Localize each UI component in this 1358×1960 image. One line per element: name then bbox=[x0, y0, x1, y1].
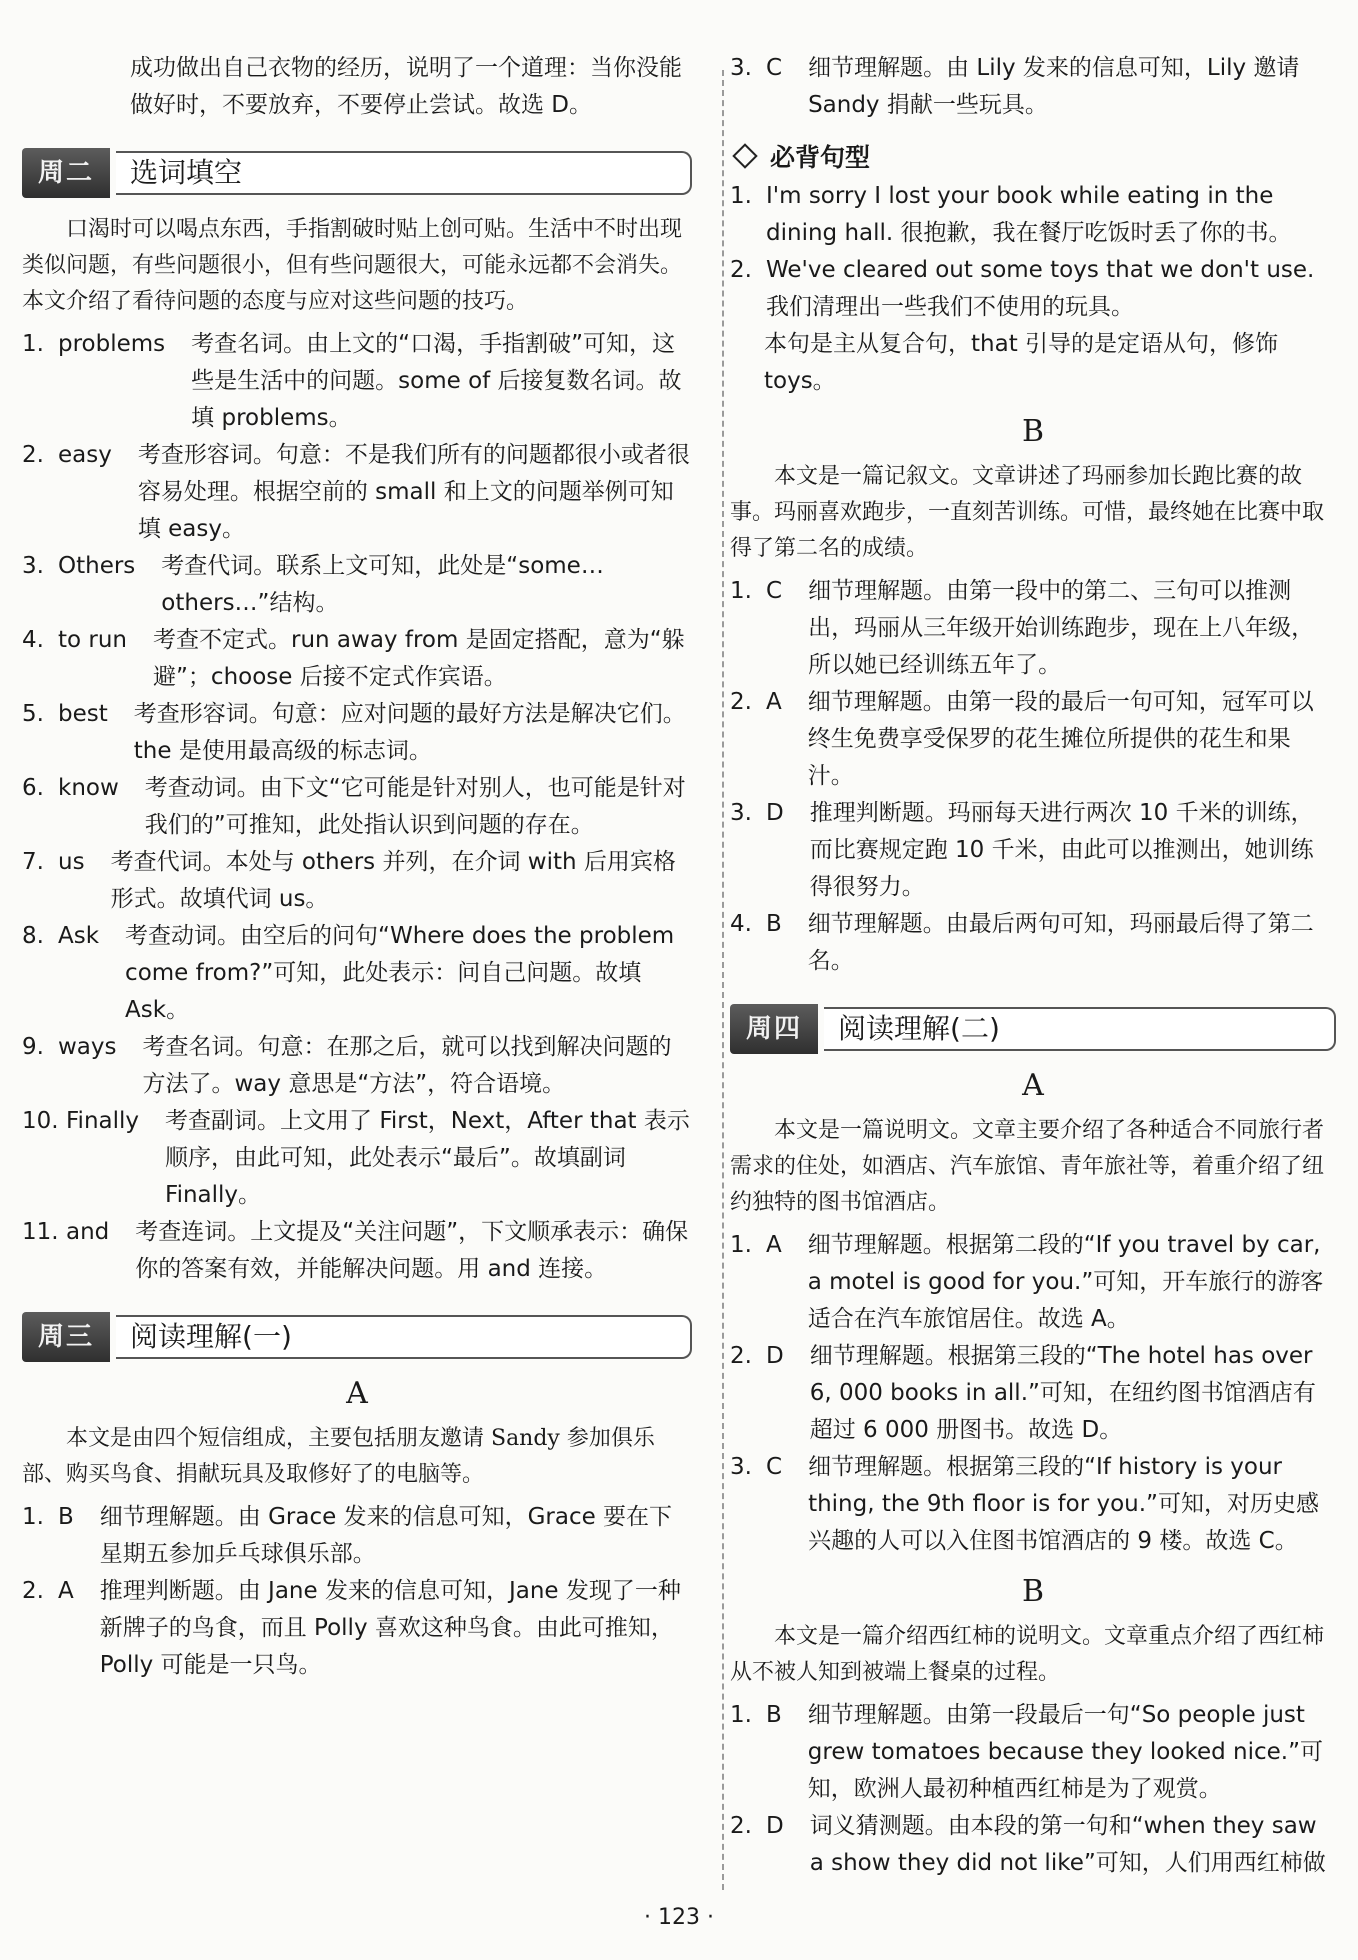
item-explanation: We've cleared out some toys that we don't use. 我们清理出一些我们不使用的玩具。 bbox=[766, 257, 1315, 320]
item-explanation: 考查代词。联系上文可知，此处是“some…others…”结构。 bbox=[161, 553, 604, 616]
answer-item bbox=[22, 548, 692, 622]
item-number: 2. bbox=[730, 1813, 752, 1839]
item-explanation: 考查名词。由上文的“口渴，手指割破”可知，这些是生活中的问题。some of 后接复数名词。故填 problems。 bbox=[191, 331, 682, 431]
item-answer: easy bbox=[58, 442, 112, 468]
passage-summary: 本文是一篇介绍西红柿的说明文。文章重点介绍了西红柿从不被人知到被端上餐桌的过程。 bbox=[730, 1624, 1325, 1685]
section-title: 选词填空 bbox=[116, 151, 692, 195]
section-tag: 周三 bbox=[22, 1312, 110, 1362]
item-explanation: 细节理解题。根据第二段的“If you travel by car, a motel is good for you.”可知，开车旅行的游客适合在汽车旅馆居住。故选 A。 bbox=[807, 1232, 1324, 1332]
answer-item bbox=[22, 1214, 692, 1288]
item-number: 4. bbox=[730, 911, 752, 937]
item-number: 3. bbox=[730, 800, 752, 826]
answer-item bbox=[730, 573, 1336, 684]
answer-list bbox=[22, 1499, 692, 1684]
item-explanation: 细节理解题。由 Grace 发来的信息可知，Grace 要在下星期五参加乒乓球俱乐部。 bbox=[99, 1504, 673, 1567]
passage-summary: 本文是一篇说明文。文章主要介绍了各种适合不同旅行者需求的住处，如酒店、汽车旅馆、青年旅社等，着重介绍了纽约独特的图书馆酒店。 bbox=[730, 1118, 1325, 1215]
section-tag: 周二 bbox=[22, 148, 110, 198]
answer-item bbox=[730, 252, 1336, 326]
item-explanation: 考查副词。上文用了 First，Next，After that 表示顺序，由此可知，此处表示“最后”。故填副词 Finally。 bbox=[165, 1108, 690, 1208]
passage-summary: 本文是由四个短信组成，主要包括朋友邀请 Sandy 参加俱乐部、购买鸟食、捐献玩具及取修好了的电脑等。 bbox=[22, 1426, 655, 1487]
item-explanation: 考查不定式。run away from 是固定搭配，意为“躲避”；choose 后接不定式作宾语。 bbox=[153, 627, 685, 690]
item-number: 3. bbox=[730, 1454, 752, 1480]
item-number: 5. bbox=[22, 701, 44, 727]
answer-item bbox=[22, 1103, 692, 1214]
item-explanation: 考查动词。由下文“它可能是针对别人，也可能是针对我们的”可推知，此处指认识到问题的存在。 bbox=[144, 775, 686, 838]
item-explanation: 词义猜测题。由本段的第一句和“when they saw a show they did not like”可知，人们用西红柿做 bbox=[809, 1813, 1326, 1876]
answer-list bbox=[22, 326, 692, 1288]
answer-list bbox=[730, 50, 1336, 124]
item-number: 2. bbox=[730, 689, 752, 715]
item-answer: Ask bbox=[58, 923, 100, 949]
item-number: 1. bbox=[22, 331, 44, 357]
item-answer: Finally bbox=[66, 1108, 140, 1134]
left-column bbox=[22, 50, 692, 1684]
item-number: 2. bbox=[22, 442, 44, 468]
item-answer: A bbox=[766, 1232, 782, 1258]
item-explanation: 细节理解题。由第一段中的第二、三句可以推测出，玛丽从三年级开始训练跑步，现在上八年级，所以她已经训练五年了。 bbox=[808, 578, 1315, 678]
answer-item bbox=[730, 795, 1336, 906]
item-explanation: 细节理解题。由最后两句可知，玛丽最后得了第二名。 bbox=[807, 911, 1314, 974]
item-answer: D bbox=[766, 1343, 784, 1369]
item-number: 1. bbox=[730, 1232, 752, 1258]
answer-item bbox=[22, 326, 692, 437]
answer-item bbox=[22, 1029, 692, 1103]
item-answer: know bbox=[58, 775, 119, 801]
answer-list bbox=[730, 1697, 1336, 1882]
item-number: 11. bbox=[22, 1219, 59, 1245]
section-tag: 周四 bbox=[730, 1004, 818, 1054]
answer-item bbox=[730, 1227, 1336, 1338]
item-answer: C bbox=[766, 578, 783, 604]
item-answer: and bbox=[66, 1219, 110, 1245]
answer-item bbox=[22, 1499, 692, 1573]
must-recite-heading bbox=[730, 138, 1336, 174]
item-answer: best bbox=[58, 701, 108, 727]
item-explanation: 考查名词。句意：在那之后，就可以找到解决问题的方法了。way 意思是“方法”，符合语境。 bbox=[142, 1034, 672, 1097]
item-answer: Others bbox=[58, 553, 136, 579]
answer-item bbox=[22, 844, 692, 918]
item-answer: D bbox=[766, 800, 784, 826]
item-number: 6. bbox=[22, 775, 44, 801]
item-explanation: 细节理解题。根据第三段的“The hotel has over 6, 000 books in all.”可知，在纽约图书馆酒店有超过 6 000 册图书。故选 D。 bbox=[809, 1343, 1316, 1443]
item-number: 1. bbox=[730, 1702, 752, 1728]
answer-item bbox=[730, 50, 1336, 124]
item-number: 1. bbox=[22, 1504, 44, 1530]
item-explanation: 考查连词。上文提及“关注问题”，下文顺承表示：确保你的答案有效，并能解决问题。用 and 连接。 bbox=[135, 1219, 689, 1282]
answer-item bbox=[22, 918, 692, 1029]
section-wednesday-header bbox=[22, 1312, 692, 1362]
answer-item bbox=[730, 906, 1336, 980]
item-answer: C bbox=[766, 55, 783, 81]
answer-item bbox=[730, 178, 1336, 252]
section-tuesday-header bbox=[22, 148, 692, 198]
passage-letter: A bbox=[1022, 1068, 1044, 1103]
item-number: 4. bbox=[22, 627, 44, 653]
item-explanation: 细节理解题。由第一段最后一句“So people just grew tomatoes because they looked nice.”可知，欧洲人最初种植西红柿是为了观赏。 bbox=[807, 1702, 1323, 1802]
item-explanation: 推理判断题。由 Jane 发来的信息可知，Jane 发现了一种新牌子的鸟食，而且 Polly 喜欢这种鸟食。由此可推知，Polly 可能是一只鸟。 bbox=[99, 1578, 681, 1678]
section-title: 阅读理解(二) bbox=[824, 1007, 1336, 1051]
section-thursday-header bbox=[730, 1004, 1336, 1054]
passage-letter: B bbox=[1021, 1574, 1045, 1609]
item-answer: A bbox=[58, 1578, 74, 1604]
sentence-list bbox=[730, 178, 1336, 326]
item-answer: to run bbox=[58, 627, 128, 653]
item-answer: C bbox=[766, 1454, 783, 1480]
answer-item bbox=[22, 770, 692, 844]
item-number: 3. bbox=[730, 55, 752, 81]
item-explanation: 考查代词。本处与 others 并列，在介词 with 后用宾格形式。故填代词 us。 bbox=[110, 849, 676, 912]
item-explanation: 考查形容词。句意：不是我们所有的问题都很小或者很容易处理。根据空前的 small 和上文的问题举例可知填 easy。 bbox=[137, 442, 690, 542]
answer-list bbox=[730, 1227, 1336, 1560]
item-number: 2. bbox=[730, 1343, 752, 1369]
item-number: 2. bbox=[730, 257, 752, 283]
answer-item bbox=[22, 622, 692, 696]
item-number: 9. bbox=[22, 1034, 44, 1060]
item-explanation: 细节理解题。根据第三段的“If history is your thing, the 9th floor is for you.”可知，对历史感兴趣的人可以入住图书馆酒店的 9 楼。故选 C。 bbox=[808, 1454, 1319, 1554]
answer-item bbox=[22, 696, 692, 770]
item-explanation: 细节理解题。由 Lily 发来的信息可知，Lily 邀请 Sandy 捐献一些玩具。 bbox=[808, 55, 1300, 118]
answer-item bbox=[22, 437, 692, 548]
item-answer: B bbox=[766, 911, 782, 937]
item-number: 1. bbox=[730, 578, 752, 604]
item-explanation: I'm sorry I lost your book while eating in the dining hall. 很抱歉，我在餐厅吃饭时丢了你的书。 bbox=[766, 183, 1292, 246]
item-explanation: 细节理解题。由第一段的最后一句可知，冠军可以终生免费享受保罗的花生摊位所提供的花生和果汁。 bbox=[807, 689, 1314, 789]
item-answer: problems bbox=[58, 331, 166, 357]
item-number: 8. bbox=[22, 923, 44, 949]
right-column bbox=[730, 50, 1336, 1882]
passage-summary: 口渴时可以喝点东西，手指割破时贴上创可贴。生活中不时出现类似问题，有些问题很小，但有些问题很大，可能永远都不会消失。本文介绍了看待问题的态度与应对这些问题的技巧。 bbox=[22, 217, 683, 314]
item-number: 3. bbox=[22, 553, 44, 579]
item-answer: ways bbox=[58, 1034, 117, 1060]
answer-item bbox=[730, 1338, 1336, 1449]
must-recite-title: 必背句型 bbox=[770, 143, 871, 172]
grammar-note: 本句是主从复合句，that 引导的是定语从句，修饰 toys。 bbox=[764, 331, 1279, 394]
section-title: 阅读理解(一) bbox=[116, 1315, 692, 1359]
page-number: · 123 · bbox=[644, 1905, 714, 1930]
answer-item bbox=[730, 684, 1336, 795]
passage-letter: B bbox=[1021, 414, 1045, 449]
item-explanation: 考查形容词。句意：应对问题的最好方法是解决它们。the 是使用最高级的标志词。 bbox=[133, 701, 686, 764]
item-number: 10. bbox=[22, 1108, 59, 1134]
item-number: 7. bbox=[22, 849, 44, 875]
item-answer: A bbox=[766, 689, 782, 715]
item-answer: B bbox=[58, 1504, 74, 1530]
diamond-icon bbox=[732, 143, 757, 168]
item-number: 2. bbox=[22, 1578, 44, 1604]
item-number: 1. bbox=[730, 183, 752, 209]
item-answer: B bbox=[766, 1702, 782, 1728]
answer-list bbox=[730, 573, 1336, 980]
answer-item bbox=[22, 1573, 692, 1684]
answer-item bbox=[730, 1808, 1336, 1882]
item-answer: D bbox=[766, 1813, 784, 1839]
item-explanation: 推理判断题。玛丽每天进行两次 10 千米的训练，而比赛规定跑 10 千米，由此可以推测出，她训练得很努力。 bbox=[809, 800, 1314, 900]
passage-letter: A bbox=[346, 1376, 368, 1411]
item-answer: us bbox=[58, 849, 85, 875]
passage-summary: 本文是一篇记叙文。文章讲述了玛丽参加长跑比赛的故事。玛丽喜欢跑步，一直刻苦训练。可惜，最终她在比赛中取得了第二名的成绩。 bbox=[730, 464, 1325, 561]
answer-item bbox=[730, 1449, 1336, 1560]
column-divider bbox=[722, 70, 724, 1890]
item-explanation: 考查动词。由空后的问句“Where does the problem come from?”可知，此处表示：问自己问题。故填 Ask。 bbox=[125, 923, 675, 1023]
continued-paragraph: 成功做出自己衣物的经历，说明了一个道理：当你没能做好时，不要放弃，不要停止尝试。故选 D。 bbox=[130, 55, 682, 118]
answer-item bbox=[730, 1697, 1336, 1808]
